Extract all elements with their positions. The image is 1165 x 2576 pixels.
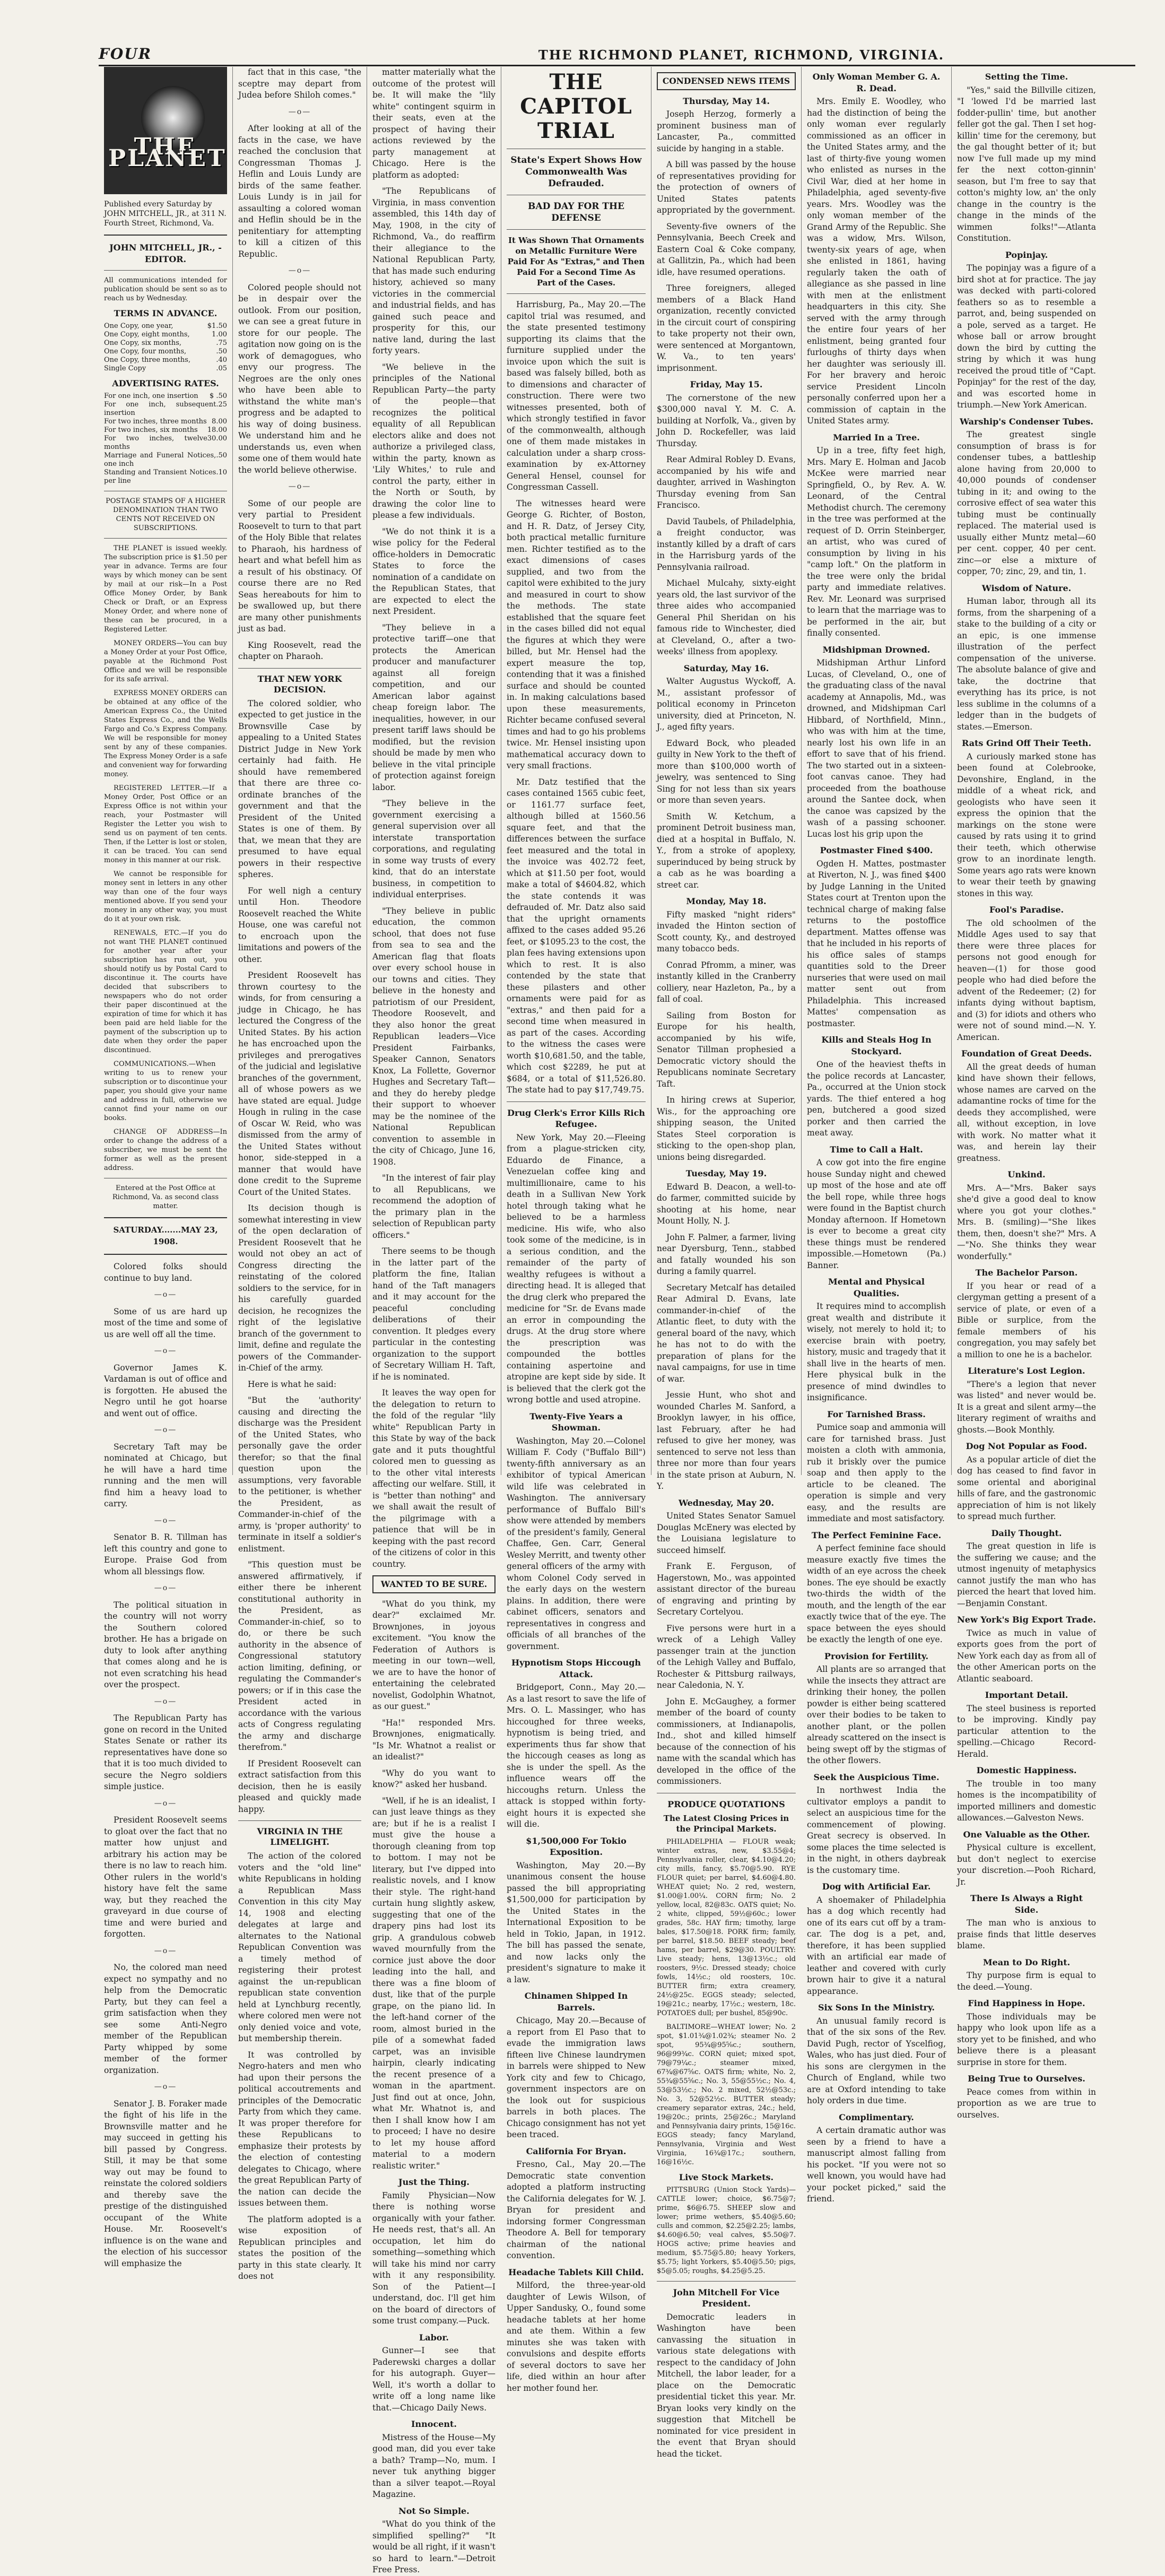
ads-row: For two inches, twelve months 30.00	[104, 435, 227, 451]
market-report: PHILADELPHIA — FLOUR weak; winter extras, new, $3.55@4; Pennsylvania roller, clear, $4.10@4.20; city mills, fancy, $5.70@5.90. RYE FLOUR quiet; per barrel, $4.60@4.80. WHEAT quiet; No. 2 red, western, $1.00@1.00¼. CORN firm; No. 2 yellow, local, 82@83c. OATS quiet; No. 2 white, clipped, 59½@60c.; lower grades, 58c. HAY firm; timothy, large bales, $17.50@18. PORK firm; family, per barrel, $18.50. BEEF steady; beef hams, per barrel, $29@30. POULTRY: Live steady; hens, 13@13½c.; old roosters, 9½c. Dressed steady; choice fowls, 14½c.; old roosters, 10c. BUTTER firm; extra creamery, 24½@25c. EGGS steady; selected, 19@21c.; nearby, 17½c.; western, 18c. POTATOES dull; per bushel, 85@90c.	[657, 1838, 796, 2017]
date-heading: Wednesday, May 20.	[678, 1497, 775, 1508]
item-heading: Foundation of Great Deeds.	[961, 1048, 1092, 1059]
divider: —o—	[154, 1697, 177, 1706]
editorial-paragraph: "In the interest of fair play to all Republicans, we recommend the adoption of the primary plan in the selection of Republican party officers."	[372, 1173, 495, 1240]
market-report: BALTIMORE—WHEAT lower; No. 2 spot, $1.01¾@1.02¾; steamer No. 2 spot, 95¾@95⅝c.; southern, 96@99¾c. CORN quiet; mixed spot, 79@79¼c.; steamer mixed, 67¾@67⅝c. OATS firm; white, No. 2, 55¾@55⅝c.; No. 3, 55@55½c.; No. 4, 53@53½c.; No. 2 mixed, 52½@53c.; No. 3, 52@52½c. BUTTER steady; creamery separator extras, 24c.; held, 19@20c.; prints, 25@26c.; Maryland and Pennsylvania dairy prints, 15@16c. EGGS steady; fancy Maryland, Pennsylvania, Virginia and West Virginia, 16¾@17c.; southern, 16@16½c.	[657, 2023, 796, 2166]
news-heading: The Perfect Feminine Face.	[811, 1530, 942, 1540]
editorial-paragraph: Here is what he said:	[248, 1379, 337, 1389]
terms-row: One Copy, four months, .50	[104, 348, 227, 355]
news-item: John F. Palmer, a farmer, living near Dyersburg, Tenn., stabbed and fatally wounded his son during a family quarrel.	[657, 1232, 796, 1276]
editorial-paragraph: "We do not think it is a wise policy for the Federal office-holders in Democratic States to force the nomination of a candidate on the Republican States, that are expected to elect the next President.	[372, 526, 495, 616]
news-item: Five persons were hurt in a wreck of a Lehigh Valley passenger train at the junction of the Lehigh Valley and Buffalo, Rochester & Pittsburg railways, near Caledonia, N. Y.	[657, 1623, 796, 1690]
item-paragraph: "What do you think of the simplified spelling?" "It would be all right, if it wasn't so hard to learn."—Detroit Free Press.	[372, 2519, 495, 2574]
item-heading: Fool's Paradise.	[989, 905, 1064, 915]
item-heading: Being True to Ourselves.	[968, 2074, 1085, 2084]
ads-row: For two inches, three months 8.00	[104, 418, 227, 426]
news-heading: $1,500,000 For Tokio Exposition.	[526, 1835, 627, 1857]
editorial-item: Senator B. R. Tillman has left this country and gone to Europe. Praise God from whom all blessings flow.	[104, 1532, 227, 1576]
item-paragraph: Mistress of the House—My good man, did you ever take a bath? Tramp—No, mum. I never tuk anything bigger than a silver teapot.—Royal Magazine.	[372, 2432, 495, 2499]
item-paragraph: "There's a legion that never was listed" and never would be. It is a great and silent army—the literary regiment of wraiths and ghosts.—Book Monthly.	[957, 1379, 1096, 1435]
divider: —o—	[154, 1516, 177, 1525]
item-paragraph: As a popular article of diet the dog has ceased to find favor in some oriental and aboriginal hills of fare, and the gastronomic appreciation of him is not likely to spread much further.	[957, 1454, 1096, 1521]
divider: —o—	[288, 266, 311, 275]
section-subheading: The Latest Closing Prices in the Principal Markets.	[663, 1814, 789, 1834]
news-item: Edward B. Deacon, a well-to-do farmer, committed suicide by shooting at his home, near Mount Holly, N. J.	[657, 1182, 796, 1226]
editorial-paragraph: The platform adopted is a wise exposition of Republican principles and states the position of the party in this state clearly. It does not	[238, 2214, 361, 2281]
news-item: Jessie Hunt, who shot and wounded Charles M. Sanford, a Brooklyn lawyer, in his office, last February, after he had refused to give her money, was sentenced to serve not less than three nor more than four years in the state prison at Auburn, N. Y.	[657, 1390, 796, 1491]
divider: —o—	[154, 1347, 177, 1355]
item-heading: Wisdom of Nature.	[981, 583, 1072, 593]
info-paragraph: RENEWALS, ETC.—If you do not want THE PLANET continued for another year after your subscription has run out, you should notify us by Postal Card to discontinue it. The courts have decided that subscribers to newspapers who do not order their paper discontinued at the expiration of time for which it has been paid are held liable for the payment of the subscription up to date when they order the paper discontinued.	[104, 929, 227, 1054]
news-paragraph: A shoemaker of Philadelphia has a dog which recently had one of its ears cut off by a tram-car. The dog is a pet, and, therefore, it has been supplied with an artificial ear made of leather and covered with curly brown hair to give it a natural appearance.	[807, 1895, 946, 1996]
news-heading: John Mitchell For Vice President.	[673, 2287, 780, 2309]
editorial-paragraph: It was controlled by Negro-haters and men who had upon their persons the political accoutrements and principles of the Democratic Party from which they came. It was proper therefore for these Republicans to emphasize their protests by the election of contesting delegates to Chicago, where the great Republican Party of the nation can decide the issues between them.	[238, 2050, 361, 2208]
news-paragraph: An unusual family record is that of the six sons of the Rev. David Pugh, rector of Yscelfiog, Wales, who has just died. Four of his sons are clergymen in the Church of England, while two are at Oxford intending to take holy orders in due time.	[807, 2016, 946, 2105]
story-heading-box: WANTED TO BE SURE.	[372, 1575, 495, 1593]
divider: —o—	[154, 1946, 177, 1955]
divider	[657, 2281, 796, 2282]
deck: It Was Shown That Ornaments on Metallic Furniture Were Paid For As "Extras," and Then Paid For a Second Time As Part of the Cases.	[507, 236, 645, 288]
news-heading: Seek the Auspicious Time.	[813, 1772, 940, 1782]
item-paragraph: Those individuals may be happy who look upon life as a story yet to be finished, and who believe there is a pleasant surprise in store for them.	[957, 2011, 1096, 2067]
item-paragraph: The old schoolmen of the Middle Ages used to say that there were three places for persons not good enough for heaven—(1) for those good people who had died before the advent of the Redeemer; (2) for infants dying without baptism, and (3) for idiots and others who were not of sound mind.—N. Y. American.	[957, 918, 1096, 1042]
editorial-paragraph: For well nigh a century until Hon. Theodore Roosevelt reached the White House, one was careful not to encroach upon the limitations and powers of the other.	[238, 886, 361, 964]
news-paragraph: Fresno, Cal., May 20.—The Democratic state convention adopted a platform instructing the California delegates for W. J. Bryan for president and indorsing former Congressman Theodore A. Bell for temporary chairman of the national convention.	[507, 2159, 646, 2260]
terms-row: One Copy, three months, .40	[104, 356, 227, 364]
news-paragraph: A certain dramatic author was seen by a friend to have a manuscript almost falling from his pocket. "If you were not so well known, you would have had your pocket picked," said the friend.	[807, 2126, 946, 2204]
item-heading: The Bachelor Parson.	[975, 1268, 1078, 1278]
item-heading: Mean to Do Right.	[983, 1957, 1071, 1967]
date-heading: Monday, May 18.	[686, 896, 767, 906]
item-heading: Dog Not Popular as Food.	[966, 1441, 1088, 1451]
item-paragraph: "Yes," said the Billville citizen, "I 'lowed I'd be married last fodder-pullin' time, but another feller got the gal. Then I set hog-killin' time for the ceremony, but the gal thought better of it; but now I've full made up my mind fer the next cotton-ginnin' season, but I'm free to say that cotton's mighty low, an' the only change in the country is the change in the minds of the wimmen folks!"—Atlanta Constitution.	[957, 85, 1096, 243]
editorial-paragraph: "They believe in the government exercising a general supervision over all interstate transportation corporations, and regulating in some way trusts of every kind, that do an interstate business, in competition to individual enterprises.	[372, 799, 495, 899]
ads-row: For one inch, subsequent insertion .25	[104, 401, 227, 417]
editorial-heading: THAT NEW YORK DECISION.	[257, 673, 342, 695]
news-item: Fifty masked "night riders" invaded the Hinton section of Scott county, Ky., and destroyed many tobacco beds.	[657, 909, 796, 953]
divider	[507, 229, 646, 230]
news-paragraph: All plants are so arranged that while the insects they attract are drinking their honey, the pollen powder is either being scattered over their bodies to be taken to another plant, or the pollen already scattered on the insect is being swept off by the stigmas of the other flowers.	[807, 1664, 946, 1765]
editorial-item: Some of us are hard up most of the time and some of us are well off all the time.	[104, 1306, 227, 1339]
date-heading: Tuesday, May 19.	[685, 1168, 767, 1178]
editorial-paragraph: "We believe in the principles of the National Republican Party—the party of the people—that recognizes the political equality of all Republican electors alike and does not authorize a privileged class, within the party, known as 'Lily Whites,' to rule and control the party, either in the North or South, by drawing the color line to please a few individuals.	[372, 362, 495, 520]
news-item: Rear Admiral Robley D. Evans, accompanied by his wife and daughter, arrived in Washington Thursday evening from San Francisco.	[657, 455, 796, 510]
ads-row: Marriage and Funeral Notices, one inch .50	[104, 452, 227, 468]
news-item: Frank E. Ferguson, of Hagerstown, Mo., was appointed assistant director of the bureau of engraving and printing by Secretary Cortelyou.	[657, 1562, 796, 1617]
editorial-paragraph: If President Roosevelt can extract satisfaction from this decision, then he is easily pleased and quickly made happy.	[238, 1758, 361, 1814]
story-paragraph: "Well, if he is an idealist, I can just leave things as they are; but if he is a realist I must give the house a thorough cleaning from top to bottom. I may not be literary, but I've dipped into realistic novels, and I know their style. The right-hand curtain hung slightly askew, suggesting that one of the drapery pins had lost its grip. A grandulous cobweb waved mournfully from the cornice just above the door leading into the hall, and there was a fine bloom of dust, like that of the purple grape, on the piano lid. In the left-hand corner of the room, almost buried in the pile of a somewhat faded carpet, was an invisible hairpin, clearly indicating the recent presence of a woman in the apartment. Just find out at once, John, what Mr. Whatnot is, and then I shall know how I am to proceed; I have no desire to let my house afford material to a modern realistic writer."	[372, 1796, 495, 2171]
news-item: United States Senator Samuel Douglas McEnery was elected by the Louisiana legislature to succeed himself.	[657, 1511, 796, 1555]
item-heading: Warship's Condenser Tubes.	[960, 416, 1093, 427]
news-paragraph: Ogden H. Mattes, postmaster at Riverton, N. J., was fined $400 by Judge Lanning in the United States court at Trenton upon the technical charge of making false returns to the postoffice department. Mattes offense was that he included in his reports of his office sales of stamps quantities sold to the Dreer nurseries that were used on mail matter sent out from Philadelphia. This increased Mattes' compensation as postmaster.	[807, 858, 946, 1028]
item-heading: Setting the Time.	[985, 72, 1068, 82]
news-paragraph: Pumice soap and ammonia will care for tarnished brass. Just moisten a cloth with ammonia, rub it briskly over the pumice soap and then apply to the article to be cleaned. The operation is simple and very easy, and the results are immediate and most satisfactory.	[807, 1423, 946, 1523]
news-item: Seventy-five owners of the Pennsylvania, Beech Creek and Eastern Coal & Coke company, at Gallitzin, Pa., which had been idle, have resumed operations.	[657, 221, 796, 277]
editorial-paragraph: The colored soldier, who expected to get justice in the Brownsville Case by appealing to a United States District Judge in New York certainly had faith. He should have remembered that there are three co-ordinate branches of the government and that the President of the United States is one of them. By that, we mean that they are presumed to have equal powers in their respective spheres.	[238, 698, 361, 879]
item-paragraph: Peace comes from within in proportion as we are true to ourselves.	[957, 2087, 1096, 2120]
item-heading: Literature's Lost Legion.	[968, 1366, 1085, 1376]
info-paragraph: COMMUNICATIONS.—When writing to us to renew your subscription or to discontinue your paper, you should give your name and address in full, otherwise we cannot find your name on our books.	[104, 1060, 227, 1122]
ads-table	[104, 392, 227, 485]
divider	[104, 1254, 227, 1255]
divider	[104, 538, 227, 539]
item-paragraph: A curiously marked stone has been found at Colebrooke, Devonshire, England, in the middle of a wheat rick, and geologists who have seen it express the opinion that the markings on the stone were caused by rats using it to grind their teeth, which otherwise grow to an inordinate length. Some years ago rats were known to wear their teeth by gnawing stones in this way.	[957, 751, 1096, 898]
editorial-item: No, the colored man need expect no sympathy and no help from the Democratic Party, but they can feel a grim satisfaction when they see some Anti-Negro member of the Republican Party whipped by some member of the former organization.	[104, 1963, 227, 2075]
terms-row: One Copy, six months, .75	[104, 339, 227, 347]
terms-table	[104, 322, 227, 373]
info-paragraph: THE PLANET is issued weekly. The subscription price is $1.50 per year in advance. Terms are four ways by which money can be sent by mail at our risk—In a Post Office Money Order, by Bank Check or Draft, or an Express Money Order, and where none of these can be procured, in a Registered Letter.	[104, 544, 227, 634]
editorial-item: Secretary Taft may be nominated at Chicago, but he will have a hard time running and the men will find him a heavy load to carry.	[104, 1442, 227, 1508]
divider: —o—	[154, 1290, 177, 1299]
ads-row: Standing and Transient Notices per line .10	[104, 469, 227, 485]
news-paragraph: One of the heaviest thefts in the police records at Lancaster, Pa., occurred at the Union stock yards. The thief entered a hog pen, butchered a good sized porker and then carried the meat away.	[807, 1060, 946, 1138]
editorial-paragraph: matter materially what the outcome of the protest will be. It will make the "lily white" contingent squirm in their seats, even at the prospect of having their actions reviewed by the party management at Chicago. Here is the platform as adopted:	[372, 67, 495, 180]
item-heading: Important Detail.	[985, 1690, 1068, 1700]
news-paragraph: Bridgeport, Conn., May 20.—As a last resort to save the life of Mrs. O. L. Massinger, who has hiccoughed for three weeks, hypnotism is being tried, and experiments thus far show that the hiccough ceases as long as she is under the spell. As the influence wears off the hiccoughs return. Unless the attack is stopped within forty-eight hours it is expected she will die.	[507, 1682, 646, 1829]
news-paragraph: Washington, May 20.—By unanimous consent the house passed the bill appropriating $1,500,000 for participation by the United States in the International Exposition to be held in Tokio, Japan, in 1912. The bill has passed the senate, and now lacks only the president's signature to make it a law.	[507, 1860, 646, 1984]
item-paragraph: Family Physician—Now there is nothing worse organically with your father. He needs rest, that's all. An occupation, let him do something—something which will take his mind nor carry with it any responsibility. Son of the Patient—I understand, doc. I'll get him on the board of directors of some trust company.—Puck.	[372, 2190, 495, 2326]
divider: —o—	[154, 2083, 177, 2091]
news-paragraph: Mrs. Emily E. Woodley, who had the distinction of being the only woman ever regularly commissioned as an officer in the United States army, and the last of thirty-five young women who enlisted as nurses in the Civil War, died at her home in Philadelphia, aged seventy-five years. Mrs. Woodley was the only woman member of the Grand Army of the Republic. She was a widow, Mrs. Wilson, twenty-six years of age, when she enlisted in 1861, having regularly taken the oath of allegiance as she passed in line with men at the enlistment headquarters in this city. She served with the army through the entire four years of her enlistment, being granted four furloughs of thirty days when her daughter was seriously ill. For her bravery and heroic service President Lincoln personally conferred upon her a commission of captain in the United States army.	[807, 97, 946, 426]
news-paragraph: Midshipman Arthur Linford Lucas, of Cleveland, O., one of the graduating class of the naval academy at Annapolis, Md., was drowned, and Midshipman Carl Hibbard, of Northfield, Minn., who was with him at the time, nearly lost his own life in an effort to save that of his friend. The two started out in a sixteen-foot canvas canoe. They had proceeded from the boathouse around the Santee dock, when the canoe was capsized by the wash of a passing schooner. Lucas lost his grip upon the	[807, 658, 946, 839]
divider	[104, 235, 227, 236]
divider: —o—	[288, 482, 311, 491]
editorial-paragraph: Colored people should not be in despair over the outlook. From our position, we can see a great future in store for our people. The agitation now going on is the work of demagogues, who envy our progress. The Negroes are the only ones who have been able to withstand the white man's progress and be adapted to his way of doing business. We understand him and he understands us, even when some one of them would hate the world believe otherwise.	[238, 282, 361, 475]
editorial-paragraph: King Roosevelt, read the chapter on Pharaoh.	[238, 640, 361, 661]
news-heading: Hypnotism Stops Hiccough Attack.	[511, 1658, 641, 1679]
news-paragraph: A perfect feminine face should measure exactly five times the width of an eye across the cheek bones. The eye should be exactly two-thirds the width of the mouth, and the length of the ear exactly twice that of the eye. The space between the eyes should be exactly the length of one eye.	[807, 1543, 946, 1644]
column-2	[233, 67, 367, 2281]
page-number: FOUR	[99, 45, 152, 63]
news-heading: Time to Call a Halt.	[830, 1144, 923, 1155]
news-heading: Mental and Physical Qualities.	[828, 1277, 925, 1298]
section-heading: PRODUCE QUOTATIONS	[667, 1799, 785, 1809]
item-paragraph: The popinjay was a figure of a bird shot at for practice. The jay was decked with parti-colored feathers so as to resemble a parrot, and, being suspended on a pole, served as a target. He whose ball or arrow brought down the bird by cutting the string by which it was hung received the proud title of "Capt. Popinjay" for the rest of the day, and was escorted home in triumph.—New York American.	[957, 263, 1096, 410]
item-heading: Rats Grind Off Their Teeth.	[961, 738, 1092, 748]
market-report: PITTSBURG (Union Stock Yards)— CATTLE lower; choice, $6.75@7; prime, $6@6.75. SHEEP slow and lower; prime wethers, $5.40@5.60; culls and common, $2.25@2.25; lambs, $4.60@6.50; veal calves, $5.50@7. HOGS active; prime heavies and medium, $5.75@5.80; heavy Yorkers, $5.75; light Yorkers, $5.40@5.50; pigs, $5@5.05; roughs, $4.25@5.25.	[657, 2185, 796, 2275]
item-heading: Not So Simple.	[398, 2505, 470, 2516]
date-heading: Saturday, May 16.	[683, 663, 769, 673]
item-paragraph: If you hear or read of a clergyman getting a present of a service of plate, or even of a Bible or surplice, from the female members of his congregation, you may safely bet a million to one he is a bachelor.	[957, 1281, 1096, 1359]
divider	[104, 1217, 227, 1218]
news-paragraph: Washington, May 20.—Colonel William F. Cody ("Buffalo Bill") twenty-fifth anniversary as an exhibitor of typical American wild life was celebrated in Washington. The anniversary performance of Buffalo Bill's show were attended by members of the president's family, General Chaffee, Gen. Carr, General Wesley Merritt, and twenty other general officers of the army with whom Colonel Cody served in the early days on the western plains. In addition, there were cabinet officers, senators and representatives in congress and officials of all branches of the government.	[507, 1436, 646, 1651]
news-paragraph: Up in a tree, fifty feet high, Mrs. Mary E. Holman and Jacob McKee were married near Springfield, O., by Rev. A. W. Leonard, of the Central Methodist church. The ceremony in the tree was performed at the request of D. Orrin Steinberger, an artist, who was cured of consumption by living in his "camp loft." On the platform in the tree were only the bridal party and immediate relatives. Rev. Mr. Leonard was surprised to learn that the marriage was to be performed in the air, but finally consented.	[807, 446, 946, 638]
item-paragraph: Thy purpose firm is equal to the deed.—Young.	[957, 1971, 1096, 1992]
terms-row: Single Copy .05	[104, 365, 227, 372]
item-heading: Just the Thing.	[398, 2177, 470, 2187]
editorial-paragraph: fact that in this case, "the sceptre may depart from Judea before Shiloh comes."	[238, 67, 361, 100]
news-heading: Only Woman Member G. A. R. Dead.	[812, 72, 941, 93]
editorial-item: Colored folks should continue to buy land.	[104, 1262, 227, 1283]
editorial-paragraph: "They believe in a protective tariff—one that protects the American producer and manufacturer against all foreign competition, and our American labor against cheap foreign labor. The inequalities, however, in our present tariff laws should be modified, but the revision should be made by men who believe in the vital principle of protection against foreign labor.	[372, 622, 495, 792]
column-3	[367, 67, 501, 2574]
info-paragraph: EXPRESS MONEY ORDERS can be obtained at any office of the American Express Co., the United States Express Co., and the Wells Fargo and Co.'s Express Company. We will be responsible for money sent by any of these companies. The Express Money Order is a safe and convenient way for forwarding money.	[104, 689, 227, 778]
item-heading: Daily Thought.	[991, 1528, 1062, 1538]
item-paragraph: Twice as much in value of exports goes from the port of New York each day as from all of the other American ports on the Atlantic seaboard.	[957, 1628, 1096, 1684]
columns	[99, 67, 1135, 2574]
terms-heading: TERMS IN ADVANCE.	[114, 308, 218, 318]
ads-heading: ADVERTISING RATES.	[112, 378, 219, 388]
item-paragraph: The steel business is reported to be improving. Kindly pay particular attention to the spelling.—Chicago Record-Herald.	[957, 1703, 1096, 1759]
item-paragraph: All the great deeds of human kind have shown their fellows, whose names are carved on the adamantine rocks of time for the deeds they accomplished, were all, without exception, in love with work. No matter what it was, and herein lay their greatness.	[957, 1062, 1096, 1163]
terms-row: One Copy, eight months, 1.00	[104, 331, 227, 339]
published-line: Published every Saturday by JOHN MITCHELL, JR., at 311 N. Fourth Street, Richmond, Va.	[104, 200, 227, 228]
editorial-item: President Roosevelt seems to gloat over the fact that no matter how unjust and arbitrary his action may be there is no law to reach him. Other rulers in the world's history have felt the same way, but they reached the graveyard in due course of time and were buried and forgotten.	[104, 1815, 227, 1939]
story-paragraph: "Ha!" responded Mrs. Brownjones, enigmatically. "Is Mr. Whatnot a realist or an idealist?"	[372, 1718, 495, 1762]
item-heading: There Is Always a Right Side.	[970, 1893, 1083, 1915]
issue-date: SATURDAY.......MAY 23, 1908.	[113, 1225, 218, 1246]
paper-title: THE RICHMOND PLANET, RICHMOND, VIRGINIA.	[538, 47, 944, 63]
editor-line: JOHN MITCHELL, JR., - EDITOR.	[109, 242, 222, 264]
item-paragraph: The great question in life is the suffering we cause; and the utmost ingenuity of metaphysics cannot justify the man who has pierced the heart that loved him.—Benjamin Constant.	[957, 1541, 1096, 1608]
news-heading: Chinamen Shipped In Barrels.	[524, 1991, 628, 2013]
news-heading: For Tarnished Brass.	[827, 1409, 926, 1419]
news-item: Michael Mulcahy, sixty-eight years old, the last survivor of the three aides who accompanied General Phil Sheridan on his famous ride to Winchester, died at Cleveland, O., after a two-weeks' illness from apoplexy.	[657, 578, 796, 656]
editorial-paragraph: The action of the colored voters and the "old line" white Republicans in holding a Republican Mass Convention in this city May 14, 1908 and electing delegates at large and alternates to the National Republican Convention was a timely method of registering their protest against the un-republican republican state convention held at Lynchburg recently, where colored men were not only denied voice and vote, but membership therein.	[238, 1851, 361, 2043]
item-heading: New York's Big Export Trade.	[957, 1615, 1096, 1625]
news-heading: California For Bryan.	[526, 2146, 627, 2156]
page-header	[99, 41, 1135, 66]
news-heading: Headache Tablets Kill Child.	[508, 2267, 644, 2277]
news-heading: Postmaster Fined $400.	[820, 845, 933, 855]
divider: —o—	[154, 1426, 177, 1434]
item-heading: Find Happiness in Hope.	[968, 1998, 1085, 2008]
date-heading: Thursday, May 14.	[683, 96, 770, 106]
item-paragraph: The greatest single consumption of brass is for condenser tubes, a battleship alone having from 20,000 to 40,000 pounds of condenser tubing in it; and owing to the corrosive effect of sea water this tubing must be continually replaced. The material used is usually either Muntz metal—60 per cent. copper, 40 per cent. zinc—or else a mixture of copper, 70; zinc, 29, and tin, 1.	[957, 430, 1096, 576]
news-heading: Twenty-Five Years a Showman.	[529, 1411, 623, 1433]
news-paragraph: New York, May 20.—Fleeing from a plague-stricken city, Eduardo de Finance, a Venezuelan coffee king and multimillionaire, came to his death in a Sullivan New York hotel through taking what he believed to be a harmless medicine. His wife, who also took some of the medicine, is in a serious condition, and the remainder of the party of wealthy refugees is without a directing head. It is alleged that the drug clerk who prepared the medicine for "Sr. de Evans made an error in compounding the drugs. At the drug store where the prescription was compounded the bottles containing aspertoine and atropine are kept side by side. It is believed that the clerk got the wrong bottle and used atropine.	[507, 1132, 646, 1404]
news-paragraph: Democratic leaders in Washington have been canvassing the situation in various state delegations with respect to the candidacy of John Mitchell, the labor leader, for a place on the Democratic presidential ticket this year. Mr. Bryan looks very kindly on the suggestion that Mitchell be nominated for vice president in the event that Bryan should head the ticket.	[657, 2312, 796, 2459]
item-paragraph: The man who is anxious to praise finds that little deserves blame.	[957, 1918, 1096, 1950]
news-item: Edward Bock, who pleaded guilty in New York to the theft of more than $100,000 worth of jewelry, was sentenced to Sing Sing for not less than six years or more than seven years.	[657, 738, 796, 805]
logo-word: THE PLANET	[108, 133, 227, 172]
news-paragraph: Chicago, May 20.—Because of a report from El Paso that to evade the immigration laws fifteen live Chinese laundrymen in barrels were shipped to New York city and few to Chicago, government inspectors are on the look out for suspicious barrels in both places. The Chicago consignment has not yet been traced.	[507, 2016, 646, 2139]
news-heading: Drug Clerk's Error Kills Rich Refugee.	[507, 1107, 645, 1129]
editorial-paragraph: "But the 'authority' causing and directing the discharge was the President of the United States, who personally gave the order therefor; so that the final question upon the assumptions, very favorable to the petitioner, is whether the President, as Commander-in-chief of the army, is 'proper authority' to terminate in itself a soldier's enlistment.	[238, 1395, 361, 1554]
entered-line: Entered at the Post Office at Richmond, Va. as second class matter.	[112, 1184, 219, 1210]
section-heading: Live Stock Markets.	[679, 2172, 774, 2182]
ads-row: For two inches, six months 18.00	[104, 426, 227, 434]
item-paragraph: Physical culture is excellent, but don't neglect to exercise your discretion.—Pooh Richard, Jr.	[957, 1843, 1096, 1887]
column-6	[802, 67, 952, 2204]
editorial-paragraph: Its decision though is somewhat interesting in view of the open declaration of President Roosevelt that he would not obey an act of Congress directing the reinstating of the colored soldiers to the service, for in his carefully guarded decision, he recognizes the right of the legislative branch of the government to limit, define and regulate the powers of the Commander-in-Chief of the army.	[238, 1203, 361, 1373]
item-heading: Unkind.	[1007, 1169, 1046, 1179]
story-paragraph: The witnesses heard were George G. Richter, of Boston, and H. R. Datz, of Jersey City, both practical metallic furniture men. Richter testified as to the exact dimensions of cases supplied, and two from the capitol were exhibited to the jury and measured in court to show the methods. The state established that the square feet in the cases billed did not equal the figures at which they were billed, but Mr. Hensel had the expert measure the top, contending that it was a finished surface and should be counted in. In making calculations based upon these measurements, Richter became confused several times and had to go his problems twice. Mr. Hensel insisting upon mathematical accuracy down to very small fractions.	[507, 498, 646, 770]
divider	[507, 1101, 646, 1102]
news-heading: Dog with Artificial Ear.	[822, 1881, 931, 1892]
info-paragraph: CHANGE OF ADDRESS—In order to change the address of a subscriber, we must be sent the former as well as the present address.	[104, 1128, 227, 1172]
news-heading: Provision for Fertility.	[824, 1651, 929, 1661]
editorial-paragraph: It leaves the way open for the delegation to return to the fold of the regular "lily white" Republican Party in this State by way of the back gate and it puts thoughtful colored men to guessing as to the other vital interests affecting our welfare. Still, it is "better than nothing" and we shall await the result of the pilgrimage with a patience that will be in keeping with the past record of the citizens of color in this country.	[372, 1388, 495, 1569]
news-item: A bill was passed by the house of representatives providing for the protection of owners of United States patents appropriated by the government.	[657, 160, 796, 215]
news-item: In hiring crews at Superior, Wis., for the approaching ore shipping season, the United States Steel corporation is sticking to the open-shop plan, unions being disregarded.	[657, 1095, 796, 1162]
story-paragraph: Mr. Datz testified that the cases contained 1565 cubic feet, or 1161.77 surface feet, although billed at 1560.56 square feet, and that the differences between the surface feet measured and the total in the invoice was 402.72 feet, which at $11.50 per foot, would make a total of $4604.82, which the state contends it was defrauded of. Mr. Datz also said that the upright ornaments affixed to the cases added 95.26 feet, or $1095.23 to the cost, the plan fees having extensions upon which to rest. It is also contended by the state that these pilasters and other ornaments were paid for as "extras," and then paid for a second time when measured in as part of the cases. According to the witness the cases were worth $10,681.50, and the table, which cost $2289, he put at $684, or a total of $11,526.80. The state had to pay $17,749.75.	[507, 777, 646, 1095]
item-heading: Innocent.	[411, 2419, 457, 2429]
editorial-item: Senator J. B. Foraker made the fight of his life in the Brownsville matter and he may succeed in getting his bill passed by Congress. Still, it may be that some way out may be found to reinstate the colored soldiers and thereby save the prestige of the distinguished occupant of the White House. Mr. Roosevelt's influence is on the wane and the election of his successor will emphasize the	[104, 2098, 227, 2268]
news-item: Smith W. Ketchum, a prominent Detroit business man, died at a hospital in Buffalo, N. Y., from a stroke of apoplexy, superinduced by being struck by a cab as he was boarding a street car.	[657, 811, 796, 890]
news-heading: Midshipman Drowned.	[822, 644, 931, 655]
column-1	[99, 67, 233, 2268]
section-heading: CONDENSED NEWS ITEMS	[657, 72, 796, 90]
date-heading: Friday, May 15.	[690, 379, 763, 389]
news-item: The cornerstone of the new $300,000 naval Y. M. C. A. building at Norfolk, Va., given by John D. Rockefeller, was laid Thursday.	[657, 393, 796, 448]
editorial-paragraph: "The Republicans of Virginia, in mass convention assembled, this 14th day of May, 1908, in the city of Richmond, Va., do reaffirm their allegiance to the National Republican Party, that has made such enduring history, achieved so many victories in the commercial and industrial fields, and has gained such peace and prosperity for this, our native land, during the last forty years.	[372, 186, 495, 355]
info-paragraph: REGISTERED LETTER.—If a Money Order, Post Office or an Express Office is not within your reach, your Postmaster will Register the Letter you wish to send us on payment of ten cents. Then, if the Letter is lost or stolen, it can be traced. You can send money in this manner at our risk.	[104, 784, 227, 864]
news-heading: Complimentary.	[839, 2112, 914, 2122]
news-paragraph: In northwest India the cultivator employs a pandit to select an auspicious time for the commencement of plowing. Great secrecy is observed. In some places the time selected is in the night, in others daybreak is the customary time.	[807, 1785, 946, 1875]
column-7	[952, 67, 1101, 2120]
divider	[104, 270, 227, 271]
news-item: Walter Augustus Wyckoff, A. M., assistant professor of political economy in Princeton university, died at Princeton, N. J., aged fifty years.	[657, 676, 796, 732]
story-paragraph: "Why do you want to know?" asked her husband.	[372, 1768, 495, 1789]
story-paragraph: "What do you think, my dear?" exclaimed Mr. Brownjones, in joyous excitement. "You know the Federation of Authors is meeting in our town—well, we are to have the honor of entertaining the celebrated novelist, Godolphin Whatnot, as our guest."	[372, 1599, 495, 1711]
deck: BAD DAY FOR THE DEFENSE	[528, 201, 624, 223]
news-paragraph: Milford, the three-year-old daughter of Lewis Wilson, of Upper Sandusky, O., found some headache tablets at her home and ate them. Within a few minutes she was taken with convulsions and despite efforts of several doctors to save her life, died within an hour after her mother found her.	[507, 2280, 646, 2393]
editorial-item: The Republican Party has gone on record in the United States Senate or rather its representatives have done so that it is too much divided to secure the Negro soldiers simple justice.	[104, 1713, 227, 1791]
ads-row: For one inch, one insertion $ .50	[104, 392, 227, 400]
news-heading: Six Sons In the Ministry.	[818, 2002, 935, 2013]
news-item: Joseph Herzog, formerly a prominent business man of Lancaster, Pa., committed suicide by hanging in a stable.	[657, 109, 796, 153]
news-heading: Kills and Steals Hog In Stockyard.	[821, 1035, 932, 1056]
item-paragraph: Mrs. A—"Mrs. Baker says she'd give a good deal to know where you got your clothes." Mrs. B. (smiling)—"She likes them, then, doesn't she?" Mrs. A—"No. She thinks they wear wonderfully."	[957, 1183, 1096, 1261]
notice: All communications intended for publication should be sent so as to reach us by Wednesday.	[104, 276, 227, 302]
info-paragraph: We cannot be responsible for money sent in letters in any other way than one of the four ways mentioned above. If you send your money in any other way, you must do it at your own risk.	[104, 870, 227, 923]
terms-row: One Copy, one year, $1.50	[104, 322, 227, 330]
info-paragraph: MONEY ORDERS—You can buy a Money Order at your Post Office, payable at the Richmond Post Office and we will be responsible for its safe arrival.	[104, 639, 227, 683]
divider: —o—	[288, 107, 311, 116]
editorial-paragraph: Some of our people are very partial to President Roosevelt to turn to that part of the Holy Bible that relates to Pharaoh, his hardness of heart and what befell him as a result of his obstinacy. Of course there are no Red Seas hereabouts for him to be swallowed up, but there are many other punishments just as bad.	[238, 498, 361, 634]
item-paragraph: Gunner—I see that Paderewski charges a dollar for his autograph. Guyer—Well, it's worth a dollar to write off a long name like that.—Chicago Daily News.	[372, 2346, 495, 2413]
editorial-paragraph: After looking at all of the facts in the case, we have reached the conclusion that Congressman Thomas J. Heflin and Louis Lundy are birds of the same feather. Louis Lundy is in jail for assaulting a colored woman and Heflin should be in the penitentiary for attempting to kill a citizen of this Republic.	[238, 124, 361, 259]
item-heading: Labor.	[419, 2332, 449, 2343]
divider: —o—	[154, 1584, 177, 1592]
news-paragraph: A cow got into the fire engine house Sunday night and chewed up most of the hose and ate off the bell rope, while three hogs were found in the Baptist church Monday afternoon. If Hometown is ever to become a great city these things must be rendered impossible.—Hometown (Pa.) Banner.	[807, 1158, 946, 1270]
news-item: Three foreigners, alleged members of a Black Hand organization, recently convicted in the circuit court of conspiring to take property not their own, were sentenced at Morgantown, W. Va., to ten years' imprisonment.	[657, 283, 796, 373]
divider	[238, 668, 361, 669]
news-item: Conrad Pfromm, a miner, was instantly killed in the Cranberry colliery, near Hazleton, Pa., by a fall of coal.	[657, 960, 796, 1004]
news-heading: Married In a Tree.	[833, 432, 920, 443]
item-heading: Domestic Happiness.	[976, 1765, 1077, 1775]
editorial-heading: VIRGINIA IN THE LIMELIGHT.	[257, 1826, 343, 1847]
divider: —o—	[154, 1799, 177, 1808]
deck: State's Expert Shows How Commonwealth Was Defrauded.	[510, 155, 642, 189]
editorial-paragraph: "This question must be answered affirmatively, if either there be inherent constitutional authority in the President, as Commander-in-chief, so to do, or there be such authority in the absence of Congressional statutory action limiting, defining, or regulating the Commander's powers; or if in this case the President acted in accordance with the various acts of Congress regulating the army and discharge therefrom."	[238, 1560, 361, 1752]
news-item: David Taubels, of Philadelphia, a freight conductor, was instantly killed by a draft of cars in the Harrisburg yards of the Pennsylvania railroad.	[657, 516, 796, 572]
story-paragraph: Harrisburg, Pa., May 20.—The capitol trial was resumed, and the state presented testimony supporting its claims that the furniture supplied under the invoice upon which the suit is based was falsely billed, both as to dimensions and character of construction. There were two witnesses presented, both of which strongly testified in favor of the commonwealth, although one of them made mistakes in calculation under a sharp cross-examination by ex-Attorney General Hensel, counsel for Congressman Cassell.	[507, 300, 646, 492]
editorial-paragraph: "They believe in public education, the common school, that does not fuse from sea to sea and the American flag that floats over every school house in our towns and cities. They believe in the honesty and patriotism of our President, Theodore Roosevelt, and they also honor the great Republican leaders—Vice President Fairbanks, Speaker Cannon, Senators Knox, La Follette, Governor Hughes and Secretary Taft—and they do hereby pledge their support to whoever may be the nominee of the National Republican convention to assemble in the city of Chicago, June 16, 1908.	[372, 906, 495, 1167]
divider	[238, 1820, 361, 1821]
item-heading: One Valuable as the Other.	[963, 1829, 1090, 1840]
item-paragraph: Human labor, through all its forms, from the sharpening of a stake to the building of a city or an epic, is one immense illustration of the perfect compensation of the universe. The absolute balance of give and take, the doctrine that everything has its price, is not less sublime in the columns of a ledger than in the budgets of states.—Emerson.	[957, 596, 1096, 732]
editorial-paragraph: President Roosevelt has thrown courtesy to the winds, for from censuring a judge in Chicago, he has lectured the Congress of the United States. By his action he has encroached upon the privileges and prerogatives of the judicial and legislative branches of the government, all of whose powers as we have stated are equal. Judge Hough in ruling in the case of Oscar W. Reid, who was dismissed from the army of the United States without honor, side-stepped in a manner that would have done credit to the Supreme Court of the United States.	[238, 970, 361, 1197]
editorial-item: The political situation in the country will not worry the Southern colored brother. He has a brigade on duty to look after anything that comes along and he is not even scratching his head over the prospect.	[104, 1600, 227, 1689]
news-item: John E. McGaughey, a former member of the board of county commissioners, at Indianapolis, Ind., shot and killed himself because of the connection of his name with the scandal which has developed in the office of the commissioners.	[657, 1696, 796, 1786]
item-paragraph: The trouble in too many homes is the incompatibility of imported milliners and domestic allowances.—Galveston News.	[957, 1779, 1096, 1823]
column-4	[501, 67, 651, 2393]
editorial-paragraph: There seems to be though in the latter part of the platform the fine, Italian hand of the Taft managers and it may account for the peaceful concluding deliberations of their convention. It pledges every particular in the contesting organization to the support of Secretary William H. Taft, if he is nominated.	[372, 1246, 495, 1382]
editorial-item: Governor James K. Vardaman is out of office and is forgotten. He abused the Negro until he got hoarse and went out of office.	[104, 1363, 227, 1418]
planet-logo	[104, 67, 227, 194]
item-heading: Popinjay.	[1005, 249, 1048, 260]
news-item: Secretary Metcalf has detailed Rear Admiral D. Evans, late commander-in-chief of the Atlantic fleet, to duty with the general board of the navy, which he has not to do with the preparation of plans for the naval campaigns, for use in time of war.	[657, 1282, 796, 1384]
postage-notice: POSTAGE STAMPS OF A HIGHER DENOMINATION THAN TWO CENTS NOT RECEIVED ON SUBSCRIPTIONS.	[106, 497, 225, 532]
divider	[507, 293, 646, 294]
news-item: Sailing from Boston for Europe for his health, accompanied by his wife, Senator Tillman prophesied a Democratic victory should the Republicans nominate Secretary Taft.	[657, 1010, 796, 1089]
headline: THE CAPITOL TRIAL	[520, 70, 632, 143]
news-paragraph: It requires mind to accomplish great wealth and distribute it wisely, not merely to hold it; to exercise brain with poetry, history, music and tragedy that it shall live in the hearts of men. Here physical bulk in the presence of mind dwindles to insignificance.	[807, 1302, 946, 1402]
column-5	[651, 67, 802, 2459]
